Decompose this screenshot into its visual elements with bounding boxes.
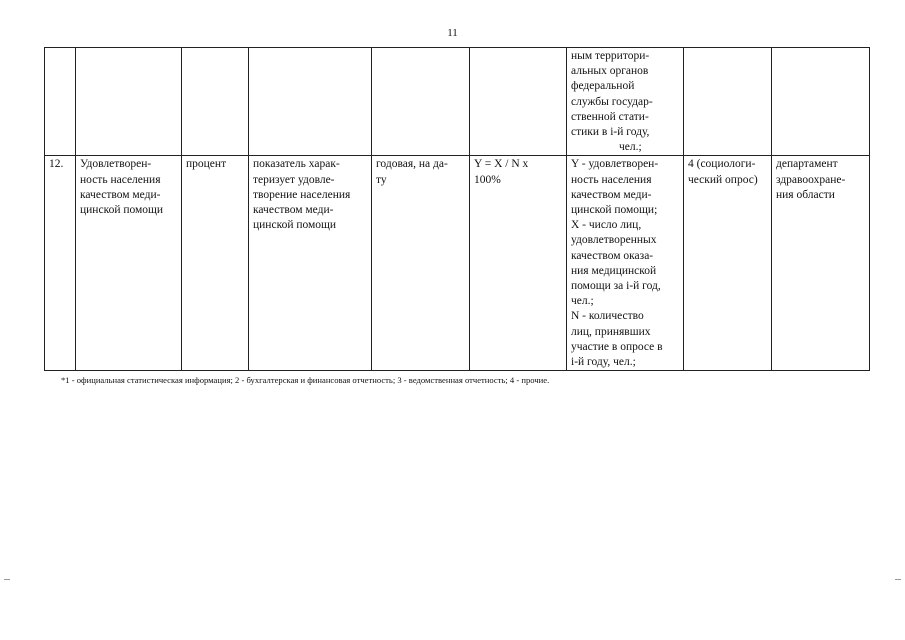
text-line: качеством оказа- [571, 249, 654, 262]
text-line: теризует удовле- [253, 173, 335, 186]
cell-formula [470, 48, 567, 156]
row-number: 12. [49, 158, 64, 171]
crop-mark [4, 579, 10, 580]
text-line: Удовлетворен- [80, 158, 152, 171]
text-line: качеством меди- [80, 188, 161, 201]
text-line: службы государ- [571, 95, 653, 108]
cell-unit [182, 156, 249, 371]
text-line: качеством меди- [253, 204, 334, 217]
text-line: альных органов [571, 65, 649, 78]
text-line: федеральной [571, 80, 635, 93]
table-row-continuation [45, 48, 870, 156]
text-line: ния области [776, 188, 835, 201]
formula-line: Y = X / N x [474, 158, 529, 171]
text-line: департамент [776, 158, 838, 171]
text-line: цинской помощи; [571, 204, 658, 217]
text-line: лиц, принявших [571, 325, 651, 338]
text-line: ственной стати- [571, 110, 649, 123]
cell-definition [249, 156, 372, 371]
cell-definition [249, 48, 372, 156]
cell-variables [567, 48, 684, 156]
page-number: 11 [447, 27, 458, 39]
text-line: ческий опрос) [688, 173, 758, 186]
table-row-12 [45, 156, 870, 371]
cell-name [76, 48, 182, 156]
text-line: цинской помощи [253, 219, 337, 232]
text-line: ным территори- [571, 50, 650, 62]
cell-responsible [772, 156, 870, 371]
cell-period [372, 156, 470, 371]
text-line: участие в опросе в [571, 340, 663, 353]
text-line: показатель харак- [253, 158, 340, 171]
cell-period [372, 48, 470, 156]
indicators-table [44, 47, 870, 371]
text-line: ность населения [80, 173, 161, 186]
text-line: ния медицинской [571, 264, 657, 277]
text-line: годовая, на да- [376, 158, 448, 171]
text-line: стики в i-й году, [571, 126, 650, 139]
cell-variables [567, 156, 684, 371]
text-line: ту [376, 173, 387, 186]
text-line: ность населения [571, 173, 652, 186]
text-line: творение населения [253, 188, 351, 201]
cell-number [45, 156, 76, 371]
formula-line: 100% [474, 173, 501, 186]
footnote: *1 - официальная статистическая информация; 2 - бухгалтерская и финансовая отчетность; 3 - ведомственная отчетность; 4 - прочие. [61, 375, 550, 385]
cell-responsible [772, 48, 870, 156]
text-line: помощи за i-й год, [571, 280, 661, 293]
text-line: i-й году, чел.; [571, 356, 636, 369]
text-line: Y - удовлетворен- [571, 158, 659, 171]
cell-number [45, 48, 76, 156]
cell-source [684, 48, 772, 156]
text-line: качеством меди- [571, 188, 652, 201]
text-line: цинской помощи [80, 204, 164, 217]
text-line: 4 (социологи- [688, 158, 756, 171]
text-line: N - количество [571, 310, 644, 323]
cell-source [684, 156, 772, 371]
unit-text: процент [186, 158, 227, 171]
cell-name [76, 156, 182, 371]
text-line: удовлетворенных [571, 234, 657, 247]
text-line: чел.; [619, 141, 642, 154]
crop-mark [895, 579, 901, 580]
text-line: чел.; [571, 295, 594, 308]
cell-unit [182, 48, 249, 156]
text-line: здравоохране- [776, 173, 846, 186]
text-line: X - число лиц, [571, 219, 642, 232]
cell-formula [470, 156, 567, 371]
